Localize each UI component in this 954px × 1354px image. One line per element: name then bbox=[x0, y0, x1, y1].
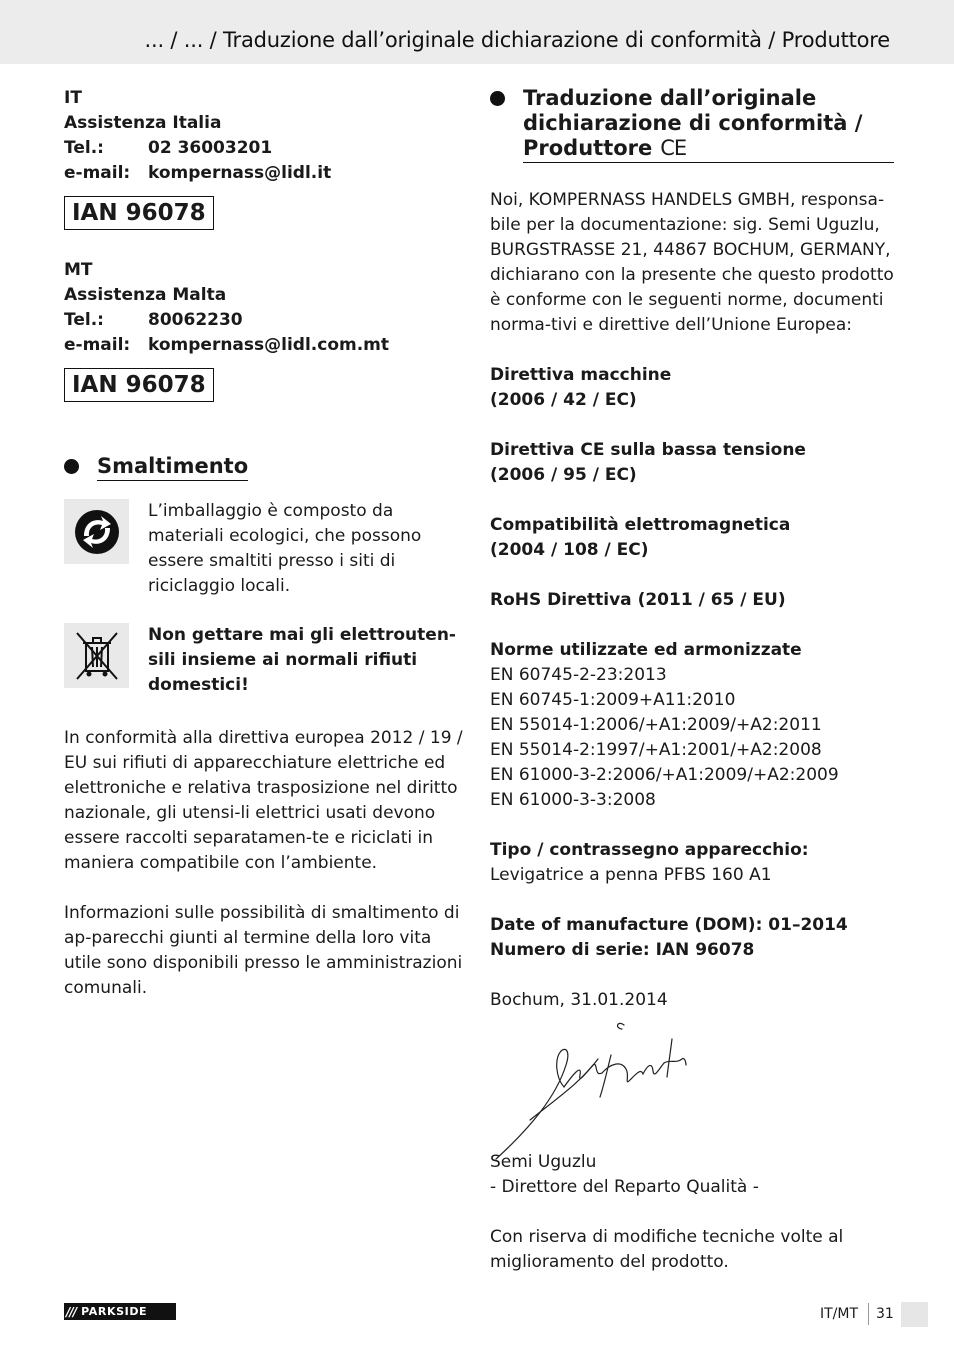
device-type-block bbox=[490, 838, 894, 888]
contact-block-mt bbox=[64, 258, 466, 358]
email-value: kompernass@lidl.com.mt bbox=[148, 335, 390, 355]
contact-block-it bbox=[64, 86, 466, 186]
disposal-heading bbox=[64, 454, 466, 481]
signer-role: - Direttore del Reparto Qualità - bbox=[490, 1177, 759, 1197]
date-of-manufacture: Date of manufacture (DOM): 01–2014 bbox=[490, 915, 848, 935]
disposal-paragraph-1: In conformità alla direttiva europea 2012 / 19 / EU sui rifiuti di apparecchiature elettriche ed elettroniche e relativa trasposizione nel diritto nazionale, gli utensi-li elettrici usati devono essere raccolti separatamen-te e riciclati in maniera compatibile con l’ambiente. bbox=[64, 728, 463, 873]
tel-label: Tel.: bbox=[64, 138, 104, 158]
contact-country: MT bbox=[64, 260, 93, 280]
bullet-icon bbox=[490, 91, 505, 106]
email-label: e-mail: bbox=[64, 335, 131, 355]
directive-machines bbox=[490, 363, 894, 413]
contact-tel-row bbox=[64, 308, 466, 333]
tel-label: Tel.: bbox=[64, 310, 104, 330]
packaging-text: L’imballaggio è composto da materiali ecologici, che possono essere smaltiti presso i siti di riciclaggio locali. bbox=[148, 501, 422, 596]
directive-name: Direttiva macchine bbox=[490, 365, 672, 385]
footer-divider bbox=[868, 1303, 869, 1325]
directive-code: (2006 / 95 / EC) bbox=[490, 465, 637, 485]
contact-country: IT bbox=[64, 88, 82, 108]
directive-code: (2004 / 108 / EC) bbox=[490, 540, 649, 560]
standards-heading: Norme utilizzate ed armonizzate bbox=[490, 640, 802, 660]
tel-value: 02 36003201 bbox=[148, 138, 273, 158]
signer-name: Semi Uguzlu bbox=[490, 1152, 597, 1172]
standards-block bbox=[490, 638, 894, 813]
standard-item: EN 60745-1:2009+A11:2010 bbox=[490, 690, 736, 710]
tel-value: 80062230 bbox=[148, 310, 243, 330]
declaration-heading-label: Traduzione dall’originale dichiarazione di conformità / Produttore bbox=[523, 86, 863, 160]
crossed-bin-icon bbox=[64, 623, 129, 688]
ian-box-mt: IAN 96078 bbox=[64, 368, 214, 402]
logo-wordmark: PARKSIDE bbox=[81, 1305, 148, 1318]
page-title: ... / ... / Traduzione dall’originale dichiarazione di conformità / Produttore bbox=[144, 28, 890, 52]
declaration-heading bbox=[490, 86, 894, 163]
directive-low-voltage bbox=[490, 438, 894, 488]
right-column bbox=[490, 86, 894, 1275]
standard-item: EN 55014-2:1997/+A1:2001/+A2:2008 bbox=[490, 740, 822, 760]
bullet-icon bbox=[64, 459, 79, 474]
declaration-intro: Noi, KOMPERNASS HANDELS GMBH, responsa-bile per la documentazione: sig. Semi Uguzlu, BURGSTRASSE 21, 44867 BOCHUM, GERMANY, dichiarano con la presente che questo prodotto è conforme con le seguenti norme, documenti norma-tivi e direttive dell’Unione Europea: bbox=[490, 190, 894, 335]
disposal-heading-text: Smaltimento bbox=[97, 454, 248, 481]
ian-box-it: IAN 96078 bbox=[64, 196, 214, 230]
footer-tab bbox=[901, 1302, 928, 1327]
directive-rohs: RoHS Direttiva (2011 / 65 / EU) bbox=[490, 590, 786, 610]
disposal-paragraph-2: Informazioni sulle possibilità di smaltimento di ap-parecchi giunti al termine della loro vita utile sono disponibili presso le amministrazioni comunali. bbox=[64, 903, 463, 998]
packaging-row bbox=[64, 499, 466, 599]
serial-number: Numero di serie: IAN 96078 bbox=[490, 940, 755, 960]
directive-name: Compatibilità elettromagnetica bbox=[490, 515, 791, 535]
weee-warning-text: Non gettare mai gli elettrouten-sili insieme ai normali rifiuti domestici! bbox=[148, 625, 456, 695]
manufacture-block bbox=[490, 913, 894, 963]
email-value: kompernass@lidl.it bbox=[148, 163, 332, 183]
contact-name: Assistenza Malta bbox=[64, 285, 227, 305]
email-label: e-mail: bbox=[64, 163, 131, 183]
ce-mark-icon: CE bbox=[660, 136, 687, 160]
standard-item: EN 61000-3-2:2006/+A1:2009/+A2:2009 bbox=[490, 765, 839, 785]
directive-name: Direttiva CE sulla bassa tensione bbox=[490, 440, 806, 460]
standard-item: EN 61000-3-3:2008 bbox=[490, 790, 656, 810]
disclaimer: Con riserva di modifiche tecniche volte al miglioramento del prodotto. bbox=[490, 1227, 844, 1272]
standard-item: EN 60745-2-23:2013 bbox=[490, 665, 667, 685]
contact-name: Assistenza Italia bbox=[64, 113, 222, 133]
footer-language: IT/MT bbox=[820, 1306, 859, 1322]
declaration-heading-text bbox=[523, 86, 894, 163]
place-date: Bochum, 31.01.2014 bbox=[490, 990, 668, 1010]
recycle-icon bbox=[64, 499, 129, 564]
contact-email-row bbox=[64, 161, 466, 186]
parkside-logo bbox=[64, 1303, 176, 1320]
contact-tel-row bbox=[64, 136, 466, 161]
device-type-value: Levigatrice a penna PFBS 160 A1 bbox=[490, 865, 772, 885]
left-column bbox=[64, 86, 466, 1001]
directive-code: (2006 / 42 / EC) bbox=[490, 390, 637, 410]
device-type-label: Tipo / contrassegno apparecchio: bbox=[490, 840, 809, 860]
signature-icon bbox=[490, 1013, 894, 1163]
page-number: 31 bbox=[876, 1306, 894, 1322]
contact-email-row bbox=[64, 333, 466, 358]
logo-stripes-icon: /// bbox=[66, 1304, 77, 1319]
weee-row bbox=[64, 623, 466, 698]
standard-item: EN 55014-1:2006/+A1:2009/+A2:2011 bbox=[490, 715, 822, 735]
directive-emc bbox=[490, 513, 894, 563]
